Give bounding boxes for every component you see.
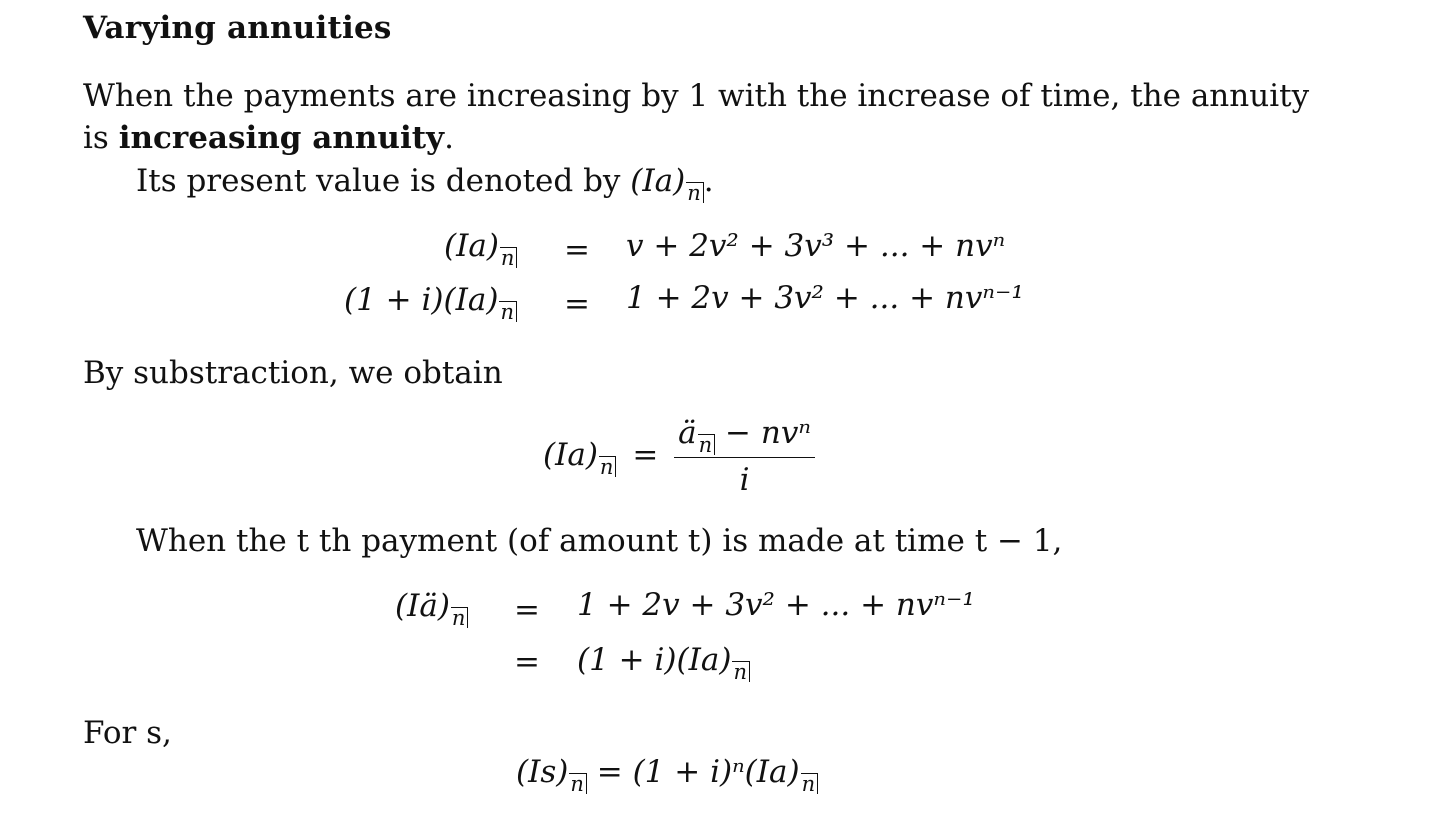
- eq3-rhs2-text: (1 + i)(Ia): [577, 642, 732, 678]
- section-heading: Varying annuities: [83, 10, 392, 46]
- angle-n-subscript: n: [500, 247, 518, 268]
- present-value-symbol: (Ia): [630, 163, 686, 199]
- intro-line-2: [83, 117, 454, 159]
- eq4-lhs: (Is): [516, 754, 569, 790]
- eq3-lhs: [395, 588, 468, 630]
- angle-n-subscript: n: [686, 182, 704, 203]
- eq2-fraction: [674, 415, 815, 498]
- intro-line-1: When the payments are increasing by 1 with the increase of time, the annuity: [83, 78, 1310, 114]
- eq2-numerator: [674, 415, 815, 458]
- eq2-numerator-a: ä: [678, 415, 697, 451]
- eq4: [516, 754, 818, 796]
- present-value-text: Its present value is denoted by: [136, 163, 621, 199]
- for-s-line: For s,: [83, 715, 172, 751]
- eq1-rhs1: v + 2v² + 3v³ + ... + nvⁿ: [626, 228, 1006, 264]
- angle-n-subscript: n: [451, 607, 469, 628]
- eq1-lhs1: [444, 228, 517, 270]
- eq1-lhs2: [344, 282, 517, 324]
- eq1-relation1: =: [564, 232, 590, 268]
- increasing-annuity-term: increasing annuity: [118, 120, 445, 156]
- eq1-lhs1-text: (Ia): [444, 228, 499, 264]
- when-line: When the t th payment (of amount t) is made at time t − 1,: [136, 523, 1063, 559]
- eq4-rhs: = (1 + i)ⁿ(Ia): [596, 754, 800, 790]
- eq1-lhs2-text: (1 + i)(Ia): [344, 282, 499, 318]
- present-value-line: Its present value is denoted by (Ia)n.: [136, 163, 714, 205]
- angle-n-subscript: n: [599, 456, 617, 477]
- intro-line-2-prefix: is: [83, 120, 119, 156]
- eq2-equals: =: [632, 437, 659, 473]
- angle-n-subscript: n: [569, 773, 587, 794]
- angle-n-subscript: n: [801, 773, 819, 794]
- eq1-relation2: =: [564, 286, 590, 322]
- eq2-lhs: (Ia): [543, 437, 598, 473]
- angle-n-subscript: n: [499, 301, 517, 322]
- eq2-denominator: i: [739, 462, 750, 498]
- subtraction-line: By substraction, we obtain: [83, 355, 503, 391]
- eq3-rhs2: [577, 642, 750, 684]
- eq3-rhs1: 1 + 2v + 3v² + ... + nvⁿ⁻¹: [577, 587, 975, 623]
- eq3-relation1: =: [514, 592, 540, 628]
- intro-line-2-suffix: .: [444, 120, 454, 156]
- eq1-rhs2: 1 + 2v + 3v² + ... + nvⁿ⁻¹: [626, 280, 1024, 316]
- angle-n-subscript: n: [732, 661, 750, 682]
- eq2-numerator-rest: − nvⁿ: [725, 415, 811, 451]
- eq2: [543, 415, 815, 498]
- eq3-relation2: =: [514, 644, 540, 680]
- eq3-lhs-text: (Iä): [395, 588, 450, 624]
- angle-n-subscript: n: [698, 434, 716, 455]
